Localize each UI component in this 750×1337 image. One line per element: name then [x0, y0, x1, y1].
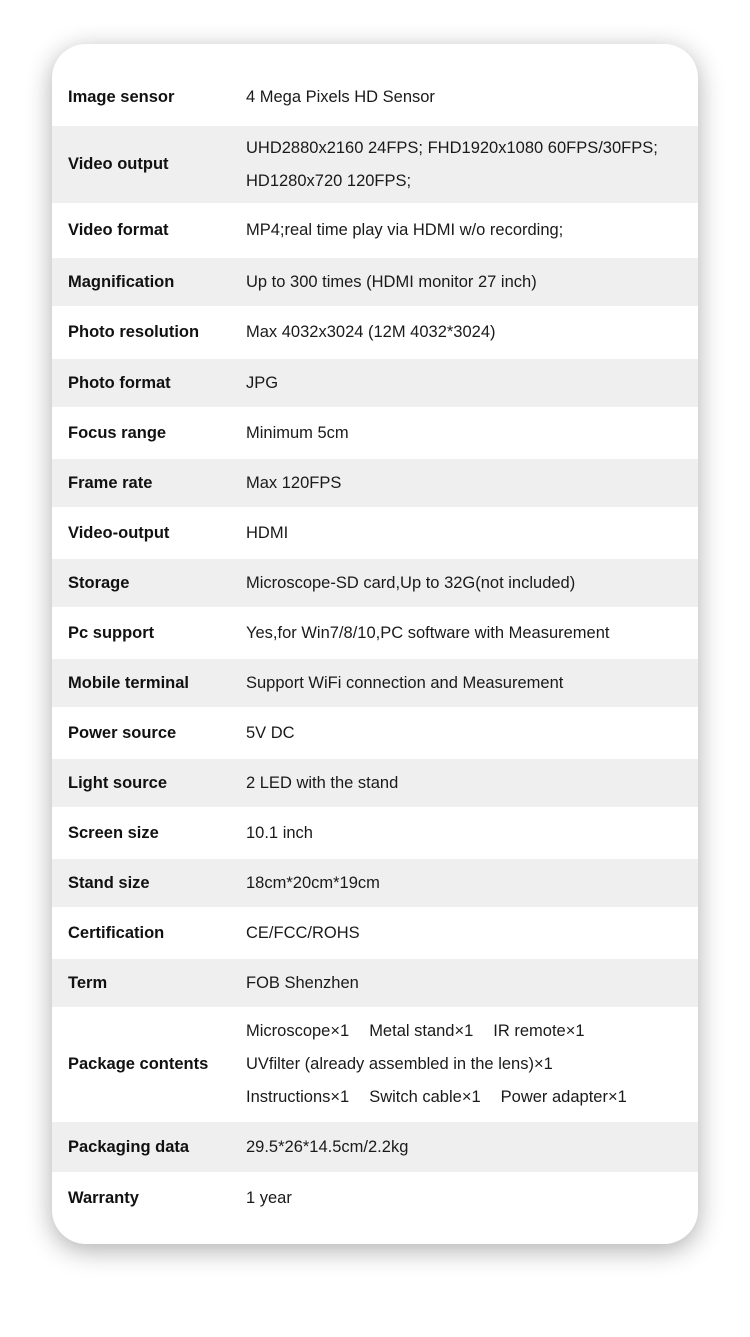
spec-value: [246, 767, 698, 800]
spec-value: [246, 367, 698, 400]
spec-value: [246, 417, 698, 450]
spec-label: Power source: [68, 723, 177, 742]
spec-value: [246, 316, 698, 349]
package-item: Instructions×1: [246, 1088, 350, 1106]
spec-row: [52, 807, 698, 859]
package-item: Power adapter×1: [500, 1088, 627, 1106]
spec-value-line: 1 year: [246, 1188, 292, 1207]
spec-value-line: [246, 1015, 698, 1048]
spec-row: [52, 507, 698, 559]
spec-value-line: Max 120FPS: [246, 473, 342, 492]
spec-row: [52, 359, 698, 407]
spec-value-line: FOB Shenzhen: [246, 973, 359, 992]
spec-value: [246, 867, 698, 900]
spec-row: [52, 1007, 698, 1122]
spec-value-line: 10.1 inch: [246, 823, 313, 842]
spec-value: [246, 967, 698, 1000]
spec-value-line: [246, 1048, 698, 1081]
package-item: Switch cable×1: [369, 1088, 481, 1106]
spec-label: Photo resolution: [68, 323, 200, 341]
spec-value-line: 18cm*20cm*19cm: [246, 873, 380, 892]
spec-label: Magnification: [68, 272, 175, 291]
spec-value-line: Max 4032x3024 (12M 4032*3024): [246, 323, 496, 341]
spec-label: Package contents: [68, 1055, 209, 1073]
spec-value: [246, 467, 698, 500]
spec-row: [52, 203, 698, 258]
spec-label: Term: [68, 973, 108, 992]
spec-label: Pc support: [68, 623, 155, 642]
spec-label: Photo format: [68, 373, 171, 392]
spec-value-line: Microscope-SD card,Up to 32G(not included): [246, 573, 576, 592]
spec-label: Stand size: [68, 873, 150, 892]
spec-label: Certification: [68, 923, 165, 942]
spec-value: [246, 567, 698, 600]
spec-row: [52, 126, 698, 203]
spec-value-line: HD1280x720 120FPS;: [246, 171, 412, 190]
spec-label: Packaging data: [68, 1137, 190, 1156]
spec-value-line: Up to 300 times (HDMI monitor 27 inch): [246, 272, 537, 291]
spec-value-line: MP4;real time play via HDMI w/o recording;: [246, 221, 564, 239]
spec-card: [52, 44, 698, 1244]
spec-row: [52, 759, 698, 807]
spec-label: Light source: [68, 773, 168, 792]
spec-value-line: UHD2880x2160 24FPS; FHD1920x1080 60FPS/30FPS;: [246, 138, 658, 157]
spec-value: [246, 617, 698, 650]
spec-row: [52, 607, 698, 659]
spec-label: Frame rate: [68, 473, 153, 492]
spec-value: [246, 817, 698, 850]
spec-value-line: [246, 1081, 698, 1114]
spec-value: [246, 667, 698, 700]
spec-label: Focus range: [68, 423, 167, 442]
spec-row: [52, 407, 698, 459]
spec-row: [52, 859, 698, 907]
spec-value-line: Support WiFi connection and Measurement: [246, 673, 564, 692]
spec-label: Video-output: [68, 523, 170, 542]
spec-value: [246, 1131, 698, 1164]
spec-label: Storage: [68, 573, 130, 592]
spec-value: [246, 266, 698, 299]
spec-value: [246, 517, 698, 550]
spec-table: [52, 68, 698, 1224]
spec-value: [246, 214, 698, 247]
spec-label: Screen size: [68, 823, 159, 842]
package-item: Metal stand×1: [369, 1022, 474, 1040]
package-item: Microscope×1: [246, 1022, 350, 1040]
spec-value-line: Yes,for Win7/8/10,PC software with Measurement: [246, 623, 610, 642]
spec-value-line: CE/FCC/ROHS: [246, 923, 360, 942]
spec-row: [52, 1122, 698, 1172]
spec-value-line: Minimum 5cm: [246, 423, 349, 442]
spec-value: [246, 717, 698, 750]
spec-label: Mobile terminal: [68, 673, 190, 692]
spec-value-line: 5V DC: [246, 723, 295, 742]
spec-value-line: JPG: [246, 373, 279, 392]
spec-label: Image sensor: [68, 87, 175, 106]
spec-row: [52, 1172, 698, 1224]
spec-row: [52, 707, 698, 759]
spec-row: [52, 959, 698, 1007]
spec-row: [52, 68, 698, 126]
spec-row: [52, 459, 698, 507]
spec-value: [246, 81, 698, 114]
spec-row: [52, 306, 698, 359]
package-item: UVfilter (already assembled in the lens)×1: [246, 1055, 553, 1073]
spec-value-line: HDMI: [246, 523, 289, 542]
spec-value: [246, 132, 698, 198]
spec-value-line: 4 Mega Pixels HD Sensor: [246, 87, 435, 106]
spec-label: Video output: [68, 155, 169, 173]
spec-row: [52, 258, 698, 306]
spec-row: [52, 907, 698, 959]
spec-label: Warranty: [68, 1188, 139, 1207]
spec-value-line: 29.5*26*14.5cm/2.2kg: [246, 1137, 409, 1156]
spec-value-line: 2 LED with the stand: [246, 773, 399, 792]
package-item: IR remote×1: [493, 1022, 585, 1040]
spec-value: [246, 1182, 698, 1215]
spec-value: [246, 917, 698, 950]
spec-row: [52, 659, 698, 707]
spec-label: Video format: [68, 221, 169, 239]
spec-row: [52, 559, 698, 607]
spec-value: [246, 1015, 698, 1114]
